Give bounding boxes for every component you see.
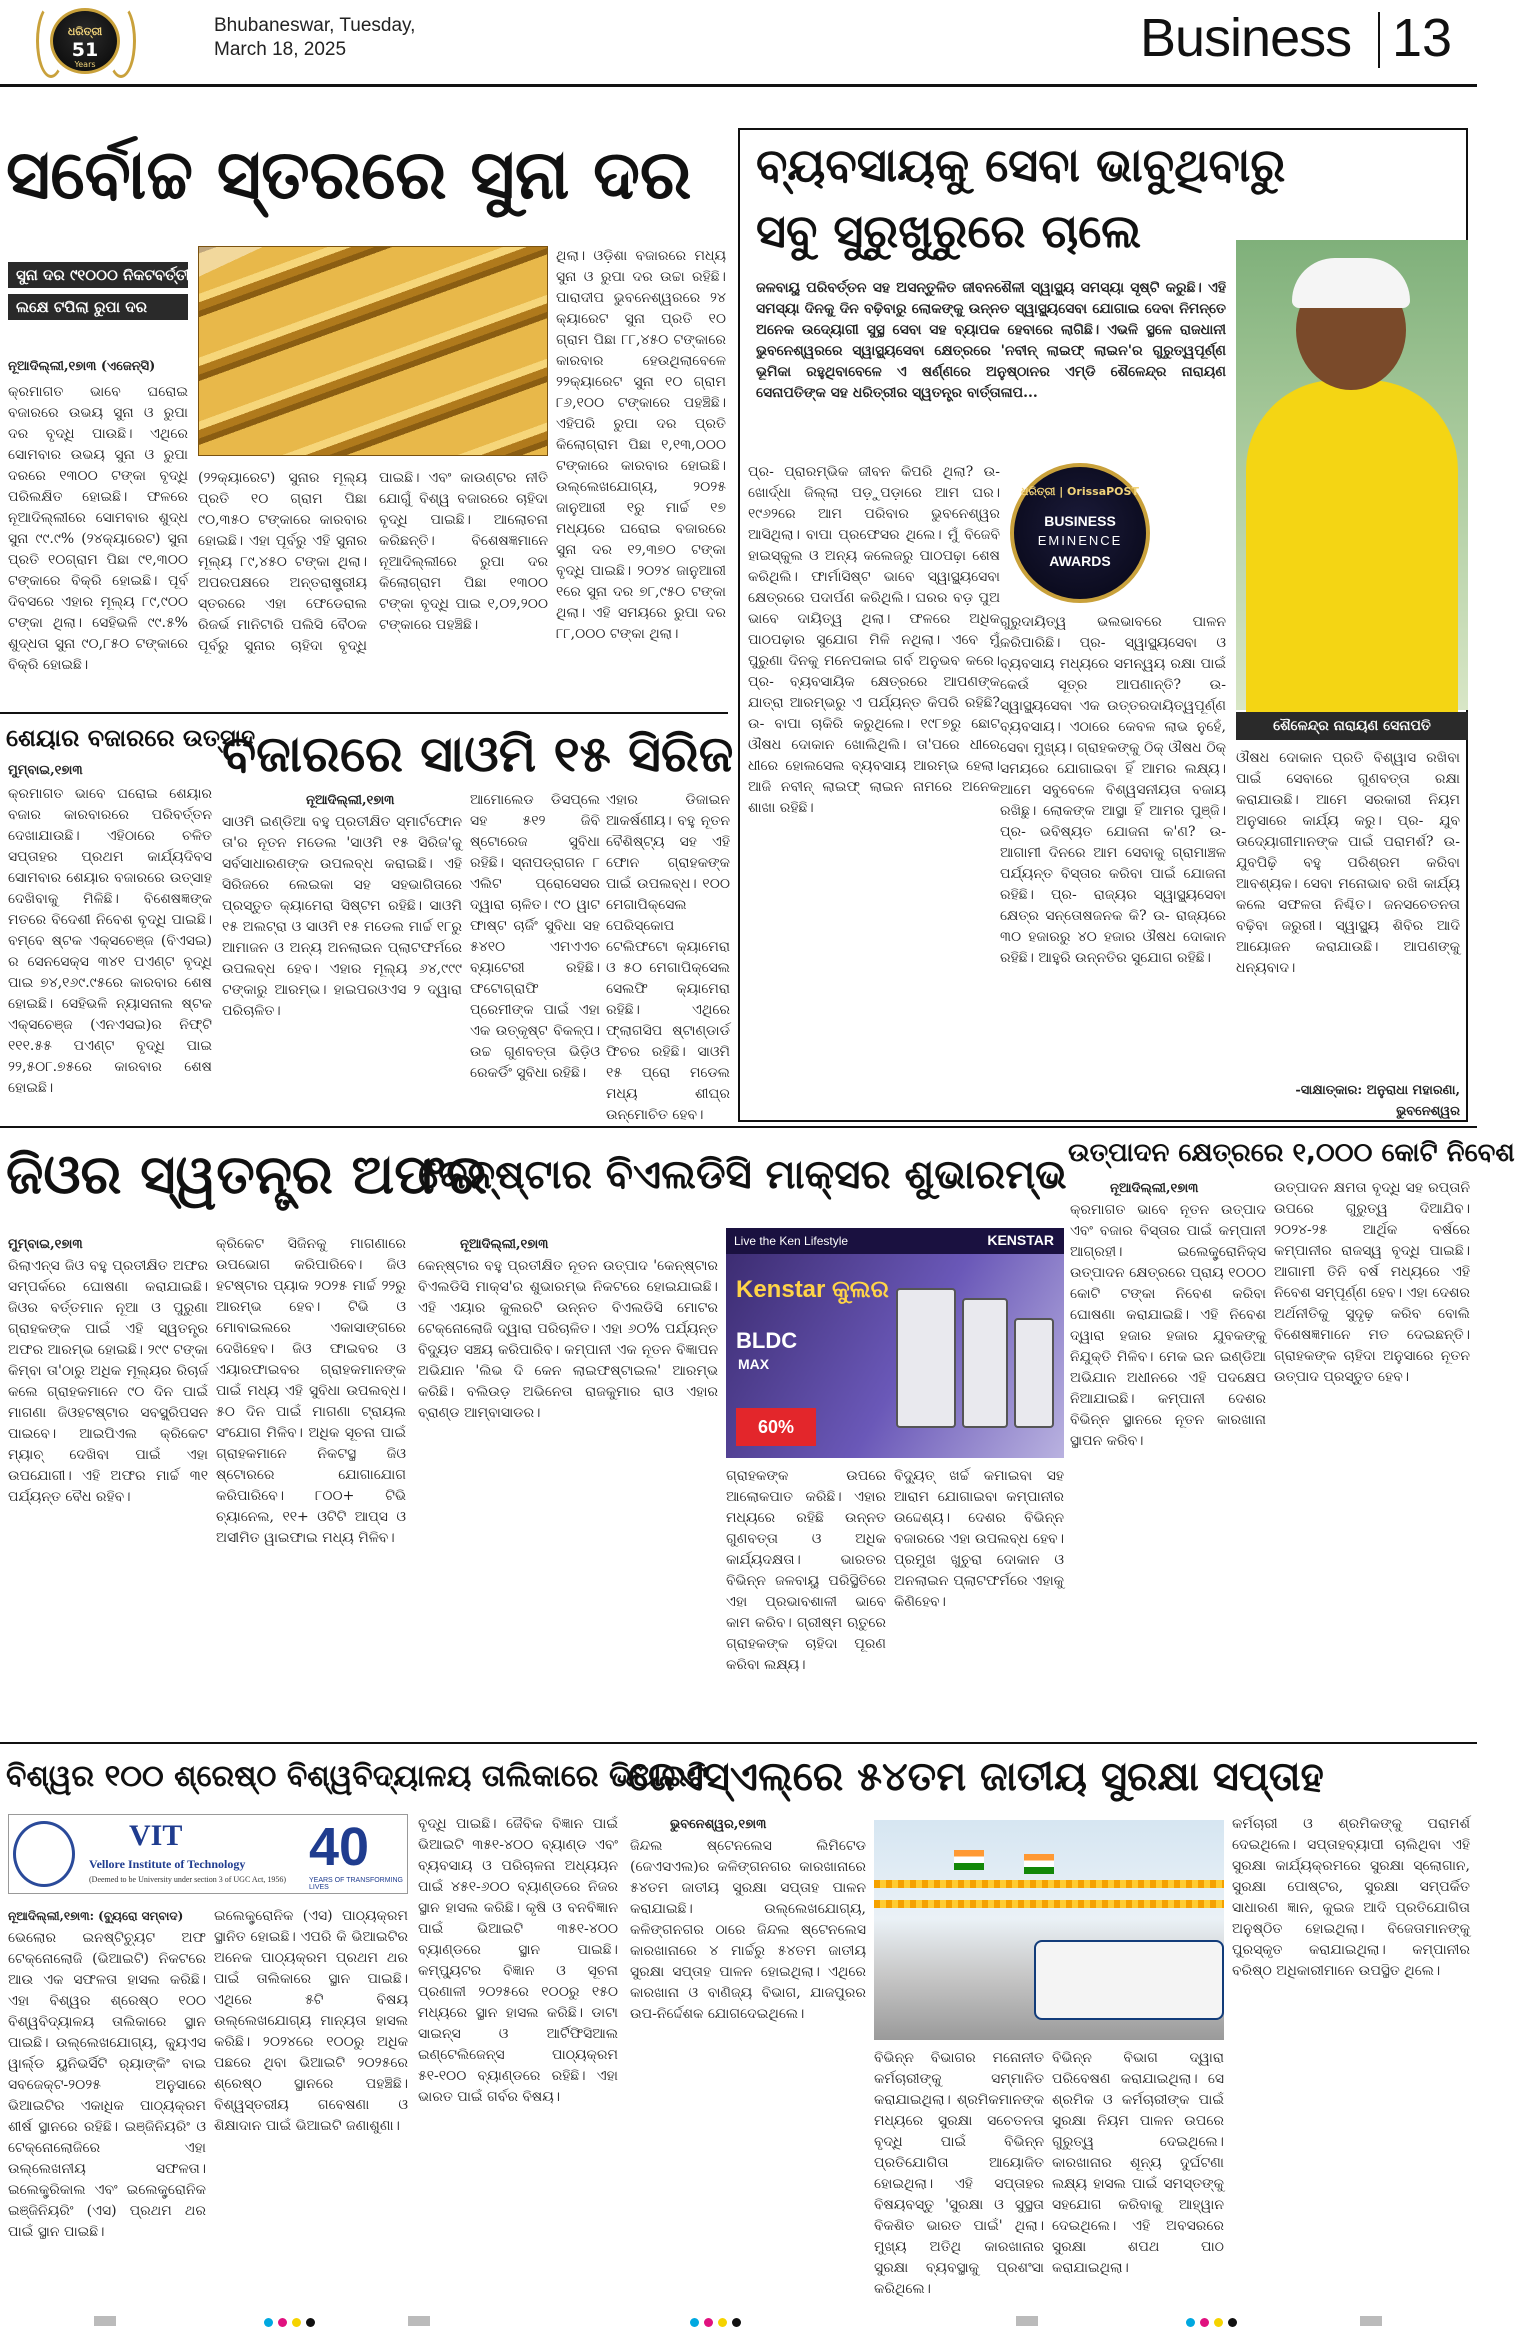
award-line1: BUSINESS xyxy=(1044,513,1116,529)
jio-headline[interactable]: ଜିଓର ସ୍ୱତନ୍ତ୍ର ଅଫର xyxy=(6,1143,488,1206)
interview-col2: ଗୁରୁଦାୟିତ୍ୱ ଭଲଭାବରେ ପାଳନ କରିପାରିଛି। ପ୍ର- ସ୍ୱାସ୍ଥ୍ୟସେବା ଓ ବ୍ୟବସାୟ ମଧ୍ୟରେ ସମନ୍ୱୟ ରକ୍ଷା ପାଇଁ କେଉଁ ସୂତ୍ର ଆପଣାନ୍ତି? ଉ- ସ୍ୱାସ୍ଥ୍ୟସେବା ଏକ ଉତ୍ତରଦାୟିତ୍ୱପୂର୍ଣ୍ଣ ବ୍ୟବସାୟ। ଏଠାରେ କେବଳ ଲାଭ ନୁହେଁ, ସେବା ମୁଖ୍ୟ। ଗ୍ରାହକଙ୍କୁ ଠିକ୍ ଔଷଧ ଠିକ୍ ସମୟରେ ଯୋଗାଇବା ହିଁ ଆମର ଲକ୍ଷ୍ୟ। ଆମେ ସବୁବେଳେ ବିଶ୍ୱସନୀୟତା ବଜାୟ ରଖିଛୁ। ଲୋକଙ୍କ ଆସ୍ଥା ହିଁ ଆମର ପୁଞ୍ଜି। ପ୍ର- ଭବିଷ୍ୟତ ଯୋଜନା କ'ଣ? ଉ- ଆଗାମୀ ଦିନରେ ଆମ ସେବାକୁ ଗ୍ରାମାଞ୍ଚଳ ପର୍ଯ୍ୟନ୍ତ ବିସ୍ତାର କରିବା ପାଇଁ ଯୋଜନା ରହିଛି। ପ୍ର- ରାଜ୍ୟର ସ୍ୱାସ୍ଥ୍ୟସେବା କ୍ଷେତ୍ର ସନ୍ତୋଷଜନକ କି? ଉ- ରାଜ୍ୟରେ ୩୦ ହଜାରରୁ ୪୦ ହଜାର ଔଷଧ ଦୋକାନ ରହିଛି। ଆହୁରି ଉନ୍ନତିର ସୁଯୋଗ ରହିଛି। xyxy=(1000,614,1226,966)
interview-headline-line1[interactable]: ବ୍ୟବସାୟକୁ ସେବା ଭାବୁଥିବାରୁ xyxy=(756,138,1286,192)
color-dot-black-3 xyxy=(1228,2318,1237,2327)
section-separator xyxy=(1378,12,1380,68)
interview-headline-line2[interactable]: ସବୁ ସୁରୁଖୁରୁରେ ଚାଲେ xyxy=(756,204,1142,258)
marigold-garland xyxy=(874,1880,1224,1888)
vit-40-years: 40 xyxy=(309,1817,370,1877)
person-body-shape xyxy=(1246,380,1458,720)
award-line3: AWARDS xyxy=(1049,553,1111,569)
interviewee-caption: ଶୈଳେନ୍ଦ୍ର ନାରାୟଣ ସେନାପତି xyxy=(1236,712,1468,740)
vit-col2: ଇଲେକ୍ଟ୍ରୋନିକ (ଏସ) ପାଠ୍ୟକ୍ରମ ସ୍ଥାନିତ ହୋଇଛି। ଏପରି କି ଭିଆଇଟିର ଅନେକ ପାଠ୍ୟକ୍ରମ ପ୍ରଥମ ଥର ପାଇଁ ତାଲିକାରେ ସ୍ଥାନ ପାଇଛି। ଏଥିରେ ୫ଟି ବିଷୟ ଉଲ୍ଲେଖଯୋଗ୍ୟ ମାନ୍ୟତା ହାସଲ କରିଛି। ୨୦୨୪ରେ ୧୦୦ରୁ ଅଧିକ ପଛରେ ଥିବା ଭିଆଇଟି ୨୦୨୫ରେ ଶ୍ରେଷ୍ଠ ସ୍ଥାନରେ ପହଞ୍ଚିଛି। ବିଶ୍ୱସ୍ତରୀୟ ଗବେଷଣା ଓ ଶିକ୍ଷାଦାନ ପାଇଁ ଭିଆଇଟି ଜଣାଶୁଣା। xyxy=(214,1908,408,2134)
edition-dateline xyxy=(214,14,415,62)
logo-number: 51 xyxy=(71,39,99,61)
section-title: Business xyxy=(1140,8,1352,68)
interview-col3: ଔଷଧ ଦୋକାନ ପ୍ରତି ବିଶ୍ୱାସ ରଖିବା ପାଇଁ ସେବାରେ ଗୁଣବତ୍ତା ରକ୍ଷା କରାଯାଉଛି। ଆମେ ସରକାରୀ ନିୟମ ଅନୁସାରେ କାର୍ଯ୍ୟ କରୁ। ପ୍ର- ଯୁବ ଉଦ୍ୟୋଗୀମାନଙ୍କ ପାଇଁ ପରାମର୍ଶ? ଉ- ଯୁବପିଢ଼ି ବହୁ ପରିଶ୍ରମ କରିବା ଆବଶ୍ୟକ। ସେବା ମନୋଭାବ ରଖି କାର୍ଯ୍ୟ କଲେ ସଫଳତା ନିଶ୍ଚିତ। ଜନସଚେତନତା ବଢ଼ିବା ଜରୁରୀ। ସ୍ୱାସ୍ଥ୍ୟ ଶିବିର ଆଦି ଆୟୋଜନ କରାଯାଉଛି। ଆପଣଙ୍କୁ ଧନ୍ୟବାଦ। xyxy=(1236,750,1460,976)
ad-tagline: Live the Ken Lifestyle xyxy=(726,1228,1064,1254)
jsl-col3: ବିଭିନ୍ନ ବିଭାଗ ଦ୍ୱାରା ପରିବେଷଣ କରାଯାଇଥିଲା। ସେ ଶ୍ରମିକ ଓ କର୍ମଚାରୀଙ୍କ ପାଇଁ ସୁରକ୍ଷା ନିୟମ ପାଳନ ଉପରେ ଗୁରୁତ୍ୱ ଦେଇଥିଲେ। କାରଖାନାର ଶୂନ୍ୟ ଦୁର୍ଘଟଣା ଲକ୍ଷ୍ୟ ହାସଲ ପାଇଁ ସମସ୍ତଙ୍କୁ ସହଯୋଗ କରିବାକୁ ଆହ୍ୱାନ ଦେଇଥିଲେ। ଏହି ଅବସରରେ ସୁରକ୍ଷା ଶପଥ ପାଠ କରାଯାଇଥିଲା। xyxy=(1052,2050,1224,2276)
manufacturing-col2: ଉତ୍ପାଦନ କ୍ଷମତା ବୃଦ୍ଧି ସହ ରପ୍ତାନି ଉପରେ ଗୁରୁତ୍ୱ ଦିଆଯିବ। ୨୦୨୪-୨୫ ଆର୍ଥିକ ବର୍ଷରେ କମ୍ପାନୀର ରାଜସ୍ୱ ବୃଦ୍ଧି ପାଇଛି। ଆଗାମୀ ତିନି ବର୍ଷ ମଧ୍ୟରେ ଏହି ନିବେଶ ସମ୍ପୂର୍ଣ୍ଣ ହେବ। ଏହା ଦେଶର ଅର୍ଥନୀତିକୁ ସୁଦୃଢ଼ କରିବ ବୋଲି ବିଶେଷଜ୍ଞମାନେ ମତ ଦେଇଛନ୍ତି। ଗ୍ରାହକଙ୍କ ଚାହିଦା ଅନୁସାରେ ନୂତନ ଉତ୍ପାଦ ପ୍ରସ୍ତୁତ ହେବ। xyxy=(1274,1180,1470,1385)
color-dot-cyan-2 xyxy=(690,2318,699,2327)
jsl-dateline: ଭୁବନେଶ୍ୱର,୧୭ା୩ xyxy=(670,1817,767,1832)
registration-mark-1 xyxy=(94,2316,116,2326)
share-market-headline[interactable]: ଶେୟାର ବଜାରରେ ଉତ୍ସାହ xyxy=(6,724,256,752)
anniversary-logo xyxy=(50,8,120,74)
cooler-product-2 xyxy=(962,1298,1008,1428)
page-number: 13 xyxy=(1392,8,1453,68)
kenstar-dateline: ନୂଆଦିଲ୍ଲୀ,୧୭ା୩ xyxy=(460,1237,549,1252)
jio-dateline: ମୁମ୍ବାଇ,୧୭ା୩ xyxy=(8,1237,83,1252)
interview-col1: ପ୍ର- ପ୍ରାରମ୍ଭିକ ଜୀବନ କିପରି ଥିଲା? ଉ- ଖୋର୍ଦ୍ଧା ଜିଲ୍ଲା ପଡ଼ୁପଡ଼ାରେ ଆମ ଘର। ୧୯୬୨ରେ ଆମ ପରିବାର ଭୁବନେଶ୍ୱର ଆସିଥିଲା। ବାପା ପ୍ରଫେସର ଥିଲେ। ମୁଁ ବିଜେବି ହାଇସ୍କୁଲ ଓ ଅନ୍ୟ କଲେଜରୁ ପାଠପଢ଼ା ଶେଷ କରିଥିଲି। ଫାର୍ମାସିଷ୍ଟ ଭାବେ ସ୍ୱାସ୍ଥ୍ୟସେବା କ୍ଷେତ୍ରରେ ପଦାର୍ପଣ କରିଥିଲି। ଘରର ବଡ଼ ପୁଅ ଭାବେ ଦାୟିତ୍ୱ ଥିଲା। ଫଳରେ ଅଧିକ ପାଠପଢ଼ାର ସୁଯୋଗ ମିଳି ନଥିଲା। ଏବେ ମୁଁ ପୁରୁଣା ଦିନକୁ ମନେପକାଇ ଗର୍ବ ଅନୁଭବ କରେ। ପ୍ର- ବ୍ୟବସାୟିକ କ୍ଷେତ୍ରରେ ଆପଣଙ୍କ ଯାତ୍ରା ଆରମ୍ଭରୁ ଏ ପର୍ଯ୍ୟନ୍ତ କିପରି ରହିଛି? ଉ- ବାପା ଚାକିରି କରୁଥିଲେ। ୧୯୮୭ରୁ ଛୋଟ ଔଷଧ ଦୋକାନ ଖୋଲିଥିଲି। ତା'ପରେ ଧୀରେ ଧୀରେ ହୋଲସେଲ ବ୍ୟବସାୟ ଆରମ୍ଭ ହେଲା। ଆଜି ନବୀନ୍ ଲାଇଫ୍ ଲାଇନ ନାମରେ ଅନେକ ଶାଖା ରହିଛି। xyxy=(748,464,1000,816)
color-dot-yellow-2 xyxy=(718,2318,727,2327)
manufacturing-dateline: ନୂଆଦିଲ୍ଲୀ,୧୭ା୩ xyxy=(1110,1181,1199,1196)
jsl-col1: ଜିନ୍ଦଲ ଷ୍ଟେନଲେସ ଲିମିଟେଡ (ଜେଏସଏଲ)ର କଳିଙ୍ଗନଗର କାରଖାନାରେ ୫୪ତମ ଜାତୀୟ ସୁରକ୍ଷା ସପ୍ତାହ ପାଳନ କରାଯାଇଛି। ଉଲ୍ଲେଖଯୋଗ୍ୟ, କଳିଙ୍ଗନଗର ଠାରେ ଜିନ୍ଦଲ ଷ୍ଟେନଲେସ କାରଖାନାରେ ୪ ମାର୍ଚ୍ଚରୁ ୫୪ତମ ଜାତୀୟ ସୁରକ୍ଷା ସପ୍ତାହ ପାଳନ ହୋଇଥିଲା। ଏଥିରେ କାରଖାନା ଓ ବାଣିଜ୍ୟ ବିଭାଗ, ଯାଜପୁରର ଉପ-ନିର୍ଦ୍ଦେଶକ ଯୋଗଦେଇଥିଲେ। xyxy=(630,1838,866,2022)
xiaomi-col3: ଏହାର ଡିଜାଇନ ଆକର୍ଷଣୀୟ। ବହୁ ନୂତନ ବୈଶିଷ୍ଟ୍ୟ ସହ ଏହି ଫୋନ ଗ୍ରାହକଙ୍କ ପାଇଁ ଉପଲବ୍ଧ। ୧୦୦ ମେଗାପିକ୍ସେଲ ପେରିସ୍କୋପ ଟେଲିଫଟୋ କ୍ୟାମେରା ଓ ୫୦ ମେଗାପିକ୍ସେଲ ସେଲଫି କ୍ୟାମେରା ରହିଛି। ଏଥିରେ ଫ୍ଲାଗସିପ ଷ୍ଟାଣ୍ଡାର୍ଡ ଫିଚର ରହିଛି। ସାଓମି ୧୫ ପ୍ରୋ ମଡେଲ ମଧ୍ୟ ଶୀଘ୍ର ଉନ୍ମୋଚିତ ହେବ। xyxy=(606,792,730,1123)
jsl-col2: ବିଭିନ୍ନ ବିଭାଗର ମନୋନୀତ କର୍ମଚାରୀଙ୍କୁ ସମ୍ମାନିତ କରାଯାଇଥିଲା। ଶ୍ରମିକମାନଙ୍କ ମଧ୍ୟରେ ସୁରକ୍ଷା ସଚେତନତା ବୃଦ୍ଧି ପାଇଁ ବିଭିନ୍ନ ପ୍ରତିଯୋଗିତା ଆୟୋଜିତ ହୋଇଥିଲା। ଏହି ସପ୍ତାହର ବିଷୟବସ୍ତୁ 'ସୁରକ୍ଷା ଓ ସୁସ୍ଥତା ବିକଶିତ ଭାରତ ପାଇଁ' ଥିଲା। ମୁଖ୍ୟ ଅତିଥି କାରଖାନାର ସୁରକ୍ଷା ବ୍ୟବସ୍ଥାକୁ ପ୍ରଶଂସା କରିଥିଲେ। xyxy=(874,2050,1044,2297)
vit-logo-full-name: Vellore Institute of Technology xyxy=(89,1857,246,1871)
color-dot-yellow-3 xyxy=(1214,2318,1223,2327)
gold-body-mid: (୨୨କ୍ୟାରେଟ) ସୁନାର ମୂଲ୍ୟ ପ୍ରତି ୧୦ ଗ୍ରାମ ପିଛା ୯୦,୩୫୦ ଟଙ୍କାରେ କାରବାର ହୋଇଛି। ଏହା ପୂର୍ବରୁ ଏହି ସୁନାର ମୂଲ୍ୟ ୮୯,୪୫୦ ଟଙ୍କା ଥିଲା। ଅପରପକ୍ଷରେ ଅନ୍ତରାଷ୍ଟ୍ରୀୟ ସ୍ତରରେ ଏହା ଫେଡେରାଲ ରିଜର୍ଭ ମାନିଟାରି ପଲିସି ବୈଠକ ପୂର୍ବରୁ ସୁନାର ଚାହିଦା ବୃଦ୍ଧି ପାଇଛି। ଏବଂ କାଉଣ୍ଟର ନୀତି ଯୋଗୁଁ ବିଶ୍ୱ ବଜାରରେ ଚାହିଦା ବୃଦ୍ଧି ପାଇଛି। ଆଲୋଚନା କରିଛନ୍ତି। ବିଶେଷଜ୍ଞମାନେ ନୂଆଦିଲ୍ଲୀରେ ରୁପା ଦର କିଲୋଗ୍ରାମ ପିଛା ୧୩୦୦ ଟଙ୍କା ବୃଦ୍ଧି ପାଇ ୧,୦୨,୨୦୦ ଟଙ୍କାରେ ପହଞ୍ଚିଛି। xyxy=(198,470,548,654)
share-market-body: କ୍ରମାଗତ ଭାବେ ଘରୋଇ ଶେୟାର ବଜାର କାରବାରରେ ପରିବର୍ତ୍ତନ ଦେଖାଯାଉଛି। ଏହିଠାରେ ଚଳିତ ସପ୍ତାହର ପ୍ରଥମ କାର୍ଯ୍ୟଦିବସ ସୋମବାର ଶେୟାର ବଜାରରେ ଉତ୍ସାହ ଦେଖିବାକୁ ମିଳିଛି। ବିଶେଷଜ୍ଞଙ୍କ ମତରେ ବିଦେଶୀ ନିବେଶ ବୃଦ୍ଧି ପାଇଛି। ବମ୍ବେ ଷ୍ଟକ ଏକ୍ସଚେଞ୍ଜ (ବିଏସଇ) ର ସେନସେକ୍ସ ୩୪୧ ପଏଣ୍ଟ ବୃଦ୍ଧି ପାଇ ୭୪,୧୬୯.୯୫ରେ କାରବାର ଶେଷ ହୋଇଛି। ସେହିଭଳି ନ୍ୟାସନାଲ ଷ୍ଟକ ଏକ୍ସଚେଞ୍ଜ (ଏନଏସଇ)ର ନିଫ୍ଟି ୧୧୧.୫୫ ପଏଣ୍ଟ ବୃଦ୍ଧି ପାଇ ୨୨,୫୦୮.୭୫ରେ କାରବାର ଶେଷ ହୋଇଛି। xyxy=(8,786,212,1096)
color-dot-yellow xyxy=(292,2318,301,2327)
jsl-col4: କର୍ମଚାରୀ ଓ ଶ୍ରମିକଙ୍କୁ ପରାମର୍ଶ ଦେଇଥିଲେ। ସପ୍ତାହବ୍ୟାପୀ ଚାଲିଥିବା ଏହି ସୁରକ୍ଷା କାର୍ଯ୍ୟକ୍ରମରେ ସୁରକ୍ଷା ସ୍ଲୋଗାନ, ସୁରକ୍ଷା ପୋଷ୍ଟର, ସୁରକ୍ଷା ସମ୍ପର୍କିତ ସାଧାରଣ ଜ୍ଞାନ, କୁଇଜ ଆଦି ପ୍ରତିଯୋଗିତା ଅନୁଷ୍ଠିତ ହୋଇଥିଲା। ବିଜେତାମାନଙ୍କୁ ପୁରସ୍କୃତ କରାଯାଇଥିଲା। କମ୍ପାନୀର ବରିଷ୍ଠ ଅଧିକାରୀମାନେ ଉପସ୍ଥିତ ଥିଲେ। xyxy=(1232,1816,1470,1979)
kenstar-headline[interactable]: କେନ୍‌ଷ୍ଟାର ବିଏଲଡିସି ମାକ୍ସର ଶୁଭାରମ୍ଭ xyxy=(418,1152,1067,1198)
logo-top-text: ଧରିତ୍ରୀ xyxy=(67,25,103,38)
color-dot-black xyxy=(306,2318,315,2327)
vit-logo-subtitle: (Deemed to be University under section 3 of UGC Act, 1956) xyxy=(89,1875,287,1884)
vit-logo xyxy=(8,1814,408,1894)
color-dot-black-2 xyxy=(732,2318,741,2327)
vit-logo-name: VIT xyxy=(129,1819,183,1852)
safety-week-event-photo xyxy=(874,1820,1224,2040)
jio-col2: କ୍ରିକେଟ ସିଜିନକୁ ମାଗଣାରେ ଉପଭୋଗ କରିପାରିବେ। ଜିଓ ହଟଷ୍ଟାର ପ୍ୟାକ ୨୦୨୫ ମାର୍ଚ୍ଚ ୨୨ରୁ ଆରମ୍ଭ ହେବ। ଟିଭି ଓ ମୋବାଇଲରେ ଏକାସାଙ୍ଗରେ ଦେଖିହେବ। ଜିଓ ଫାଇବର ଓ ଏୟାରଫାଇବର ଗ୍ରାହକମାନଙ୍କ ପାଇଁ ମଧ୍ୟ ଏହି ସୁବିଧା ଉପଲବ୍ଧ। ୫୦ ଦିନ ପାଇଁ ମାଗଣା ଟ୍ରାୟଲ ସଂଯୋଗ ମିଳିବ। ଅଧିକ ସୂଚନା ପାଇଁ ଗ୍ରାହକମାନେ ନିକଟସ୍ଥ ଜିଓ ଷ୍ଟୋରରେ ଯୋଗାଯୋଗ କରିପାରିବେ। ୮୦୦+ ଟିଭି ଚ୍ୟାନେଲ, ୧୧+ ଓଟିଟି ଆପ୍ସ ଓ ଅସୀମିତ ୱାଇଫାଇ ମଧ୍ୟ ମିଳିବ। xyxy=(216,1236,406,1546)
xiaomi-dateline: ନୂଆଦିଲ୍ଲୀ,୧୭ା୩ xyxy=(306,793,395,808)
person-cap-shape xyxy=(1292,258,1410,308)
ad-savings-badge: 60% xyxy=(736,1408,816,1446)
safety-bus-shape xyxy=(1034,1940,1224,2020)
edition-date: March 18, 2025 xyxy=(214,39,347,60)
section-rule-2 xyxy=(0,1126,1477,1128)
gold-bullet-1: ସୁନା ଦର ୯୧୦୦୦ ନିକଟବର୍ତ୍ତୀ xyxy=(8,262,188,288)
gold-dateline: ନୂଆଦିଲ୍ଲୀ,୧୭ା୩ (ଏଜେନ୍ସି) xyxy=(8,359,156,374)
cooler-product-3 xyxy=(1014,1318,1054,1428)
kenstar-col1: କେନ୍‌ଷ୍ଟାର ବହୁ ପ୍ରତୀକ୍ଷିତ ନୂତନ ଉତ୍ପାଦ 'କେନ୍‌ଷ୍ଟାର ବିଏଲଡିସି ମାକ୍ସ'ର ଶୁଭାରମ୍ଭ ନିକଟରେ ହୋଇଯାଇଛି। ଏହି ଏୟାର କୁଲରଟି ଉନ୍ନତ ବିଏଲଡିସି ମୋଟର ଟେକ୍ନୋଲୋଜି ଦ୍ୱାରା ପରିଚାଳିତ। ଏହା ୬୦% ପର୍ଯ୍ୟନ୍ତ ବିଦ୍ୟୁତ ସଞ୍ଚୟ କରିପାରିବ। କମ୍ପାନୀ ଏକ ନୂତନ ବିଜ୍ଞାପନ ଅଭିଯାନ 'ଲିଭ ଦି କେନ ଲାଇଫଷ୍ଟାଇଲ' ଆରମ୍ଭ କରିଛି। ବଲିଉଡ଼ ଅଭିନେତା ରାଜକୁମାର ରାଓ ଏହାର ବ୍ରାଣ୍ଡ ଆମ୍ବାସାଡର। xyxy=(418,1258,718,1421)
manufacturing-headline[interactable]: ଉତ୍ପାଦନ କ୍ଷେତ୍ରରେ ୧,୦୦୦ କୋଟି ନିବେଶ xyxy=(1068,1138,1515,1168)
edition-place-day: Bhubaneswar, Tuesday, xyxy=(214,15,416,36)
business-eminence-awards-logo xyxy=(1010,463,1150,603)
registration-mark-3 xyxy=(1016,2316,1038,2326)
jio-col1: ରିଲାଏନ୍ସ ଜିଓ ବହୁ ପ୍ରତୀକ୍ଷିତ ଅଫର ସମ୍ପର୍କରେ ଘୋଷଣା କରାଯାଇଛି। ଜିଓର ବର୍ତ୍ତମାନ ନୂଆ ଓ ପୁରୁଣା ଗ୍ରାହକଙ୍କ ପାଇଁ ଏହି ସ୍ୱତନ୍ତ୍ର ଅଫର ଆରମ୍ଭ ହୋଇଛି। ୨୯୯ ଟଙ୍କା କିମ୍ବା ତା'ଠାରୁ ଅଧିକ ମୂଲ୍ୟର ରିଚାର୍ଜ କଲେ ଗ୍ରାହକମାନେ ୯୦ ଦିନ ପାଇଁ ମାଗଣା ଜିଓହଟଷ୍ଟାର ସବସ୍କ୍ରିପସନ ପାଇବେ। ଆଇପିଏଲ କ୍ରିକେଟ ମ୍ୟାଚ୍ ଦେଖିବା ପାଇଁ ଏହା ଉପଯୋଗୀ। ଏହି ଅଫର ମାର୍ଚ୍ଚ ୩୧ ପର୍ଯ୍ୟନ୍ତ ବୈଧ ରହିବ। xyxy=(8,1258,208,1505)
interview-byline: -ସାକ୍ଷାତ୍‌କାର: ଅନୁରାଧା ମହାରଣା, ଭୁବନେଶ୍ୱର xyxy=(1295,1083,1460,1119)
indian-flag-icon-2 xyxy=(1024,1854,1054,1874)
kenstar-col3: ବିଦ୍ୟୁତ୍ ଖର୍ଚ୍ଚ କମାଇବା ସହ ଆରାମ ଯୋଗାଇବା କମ୍ପାନୀର ଉଦ୍ଦେଶ୍ୟ। ଦେଶର ବିଭିନ୍ନ ବଜାରରେ ଏହା ଉପଲବ୍ଧ ହେବ। ପ୍ରମୁଖ ଖୁଚୁରା ଦୋକାନ ଓ ଅନଲାଇନ ପ୍ଲାଟଫର୍ମରେ ଏହାକୁ କିଣିହେବ। xyxy=(894,1468,1064,1610)
kenstar-advertisement[interactable] xyxy=(726,1228,1064,1458)
gold-bullets xyxy=(8,262,188,326)
vit-dateline: ନୂଆଦିଲ୍ଲୀ,୧୭ା୩: (ବ୍ୟୁରୋ ସମ୍ବାଦ) xyxy=(8,1909,184,1923)
ad-bldc-label: BLDC xyxy=(736,1328,798,1353)
interview-intro: ଜଳବାୟୁ ପରିବର୍ତ୍ତନ ସହ ଅସନ୍ତୁଳିତ ଜୀବନଶୈଳୀ ସ୍ୱାସ୍ଥ୍ୟ ସମସ୍ୟା ସୃଷ୍ଟି କରୁଛି। ଏହି ସମସ୍ୟା ଦିନକୁ ଦିନ ବଢ଼ିବାରୁ ଲୋକଙ୍କୁ ଉନ୍ନତ ସ୍ୱାସ୍ଥ୍ୟସେବା ଯୋଗାଇ ଦେବା ନିମନ୍ତେ ଅନେକ ଉଦ୍ୟୋଗୀ ସୁସ୍ଥ ସେବା ସହ ବ୍ୟାପକ ହେବାରେ ଲାଗିଛି। ଏଭଳି ସ୍ଥଳେ ରାଜଧାନୀ ଭୁବନେଶ୍ୱରରେ ସ୍ୱାସ୍ଥ୍ୟସେବା କ୍ଷେତ୍ରରେ 'ନବୀନ୍ ଲାଇଫ୍ ଲାଇନ'ର ଗୁରୁତ୍ୱପୂର୍ଣ୍ଣ ଭୂମିକା ରହୁଥିବାବେଳେ ଏ ଷର୍ଣ୍ଣରେ ଅନୁଷ୍ଠାନର ଏମ୍‌ଡି ଶୈଳେନ୍ଦ୍ର ନାରାୟଣ ସେନାପତିଙ୍କ ସହ ଧରିତ୍ରୀର ସ୍ୱତନ୍ତ୍ର ବାର୍ତ୍ତାଳାପ... xyxy=(756,280,1226,401)
logo-years: Years xyxy=(74,60,96,69)
gold-headline[interactable]: ସର୍ବୋଚ୍ଚ ସ୍ତରରେ ସୁନା ଦର xyxy=(6,136,692,215)
interviewee-photo xyxy=(1236,240,1468,710)
color-dot-cyan xyxy=(264,2318,273,2327)
registration-mark-4 xyxy=(1360,2316,1382,2326)
vit-seal-icon xyxy=(13,1821,75,1887)
kenstar-col2: ଗ୍ରାହକଙ୍କ ଉପରେ ଆଲୋକପାତ କରିଛି। ଏହାର ମଧ୍ୟରେ ରହିଛି ଉନ୍ନତ ଗୁଣବତ୍ତା ଓ ଅଧିକ କାର୍ଯ୍ୟଦକ୍ଷତା। ଭାରତର ବିଭିନ୍ନ ଜଳବାୟୁ ପରିସ୍ଥିତିରେ ଏହା ପ୍ରଭାବଶାଳୀ ଭାବେ କାମ କରିବ। ଗ୍ରୀଷ୍ମ ଋତୁରେ ଗ୍ରାହକଙ୍କ ଚାହିଦା ପୂରଣ କରିବା ଲକ୍ଷ୍ୟ। xyxy=(726,1468,886,1673)
marigold-garland-2 xyxy=(874,1900,1224,1908)
gold-body-right: ଥିଲା। ଓଡ଼ିଶା ବଜାରରେ ମଧ୍ୟ ସୁନା ଓ ରୁପା ଦର ଉଚ୍ଚା ରହିଛି। ପାରାଦୀପ ଭୁବନେଶ୍ୱରରେ ୨୪ କ୍ୟାରେଟ ସୁନା ପ୍ରତି ୧୦ ଗ୍ରାମ ପିଛା ୮୮,୪୫୦ ଟଙ୍କାରେ କାରବାର ହେଉଥିଲାବେଳେ ୨୨କ୍ୟାରେଟ ସୁନା ୧୦ ଗ୍ରାମ ୮୬,୧୦୦ ଟଙ୍କାରେ ପହଞ୍ଚିଛି। ଏହିପରି ରୁପା ଦର ପ୍ରତି କିଲୋଗ୍ରାମ ପିଛା ୧,୧୩,୦୦୦ ଟଙ୍କାରେ କାରବାର ହୋଇଛି। ଉଲ୍ଲେଖଯୋଗ୍ୟ, ୨୦୨୫ ଜାନୁଆରୀ ୧ରୁ ମାର୍ଚ୍ଚ ୧୭ ମଧ୍ୟରେ ଘରୋଇ ବଜାରରେ ସୁନା ଦର ୧୨,୩୭୦ ଟଙ୍କା ବୃଦ୍ଧି ପାଇଛି। ୨୦୨୪ ଜାନୁଆରୀ ୧ରେ ସୁନା ଦର ୭୮,୯୫୦ ଟଙ୍କା ଥିଲା। ଏହି ସମୟରେ ରୁପା ଦର ୮୮,୦୦୦ ଟଙ୍କା ଥିଲା। xyxy=(556,248,726,642)
masthead xyxy=(0,0,1477,88)
color-dot-magenta xyxy=(278,2318,287,2327)
section-rule-1 xyxy=(0,712,728,714)
color-dot-cyan-3 xyxy=(1186,2318,1195,2327)
color-dot-magenta-2 xyxy=(704,2318,713,2327)
ad-brand-logo: KENSTAR xyxy=(987,1232,1054,1248)
vit-col3: ବୃଦ୍ଧି ପାଇଛି। ଜୈବିକ ବିଜ୍ଞାନ ପାଇଁ ଭିଆଇଟି ୩୫୧-୪୦୦ ବ୍ୟାଣ୍ଡ ଏବଂ ବ୍ୟବସାୟ ଓ ପରିଚାଳନା ଅଧ୍ୟୟନ ପାଇଁ ୪୫୧-୬୦୦ ବ୍ୟାଣ୍ଡରେ ନିଜର ସ୍ଥାନ ହାସଲ କରିଛି। କୃଷି ଓ ବନବିଜ୍ଞାନ ପାଇଁ ଭିଆଇଟି ୩୫୧-୪୦୦ ବ୍ୟାଣ୍ଡରେ ସ୍ଥାନ ପାଇଛି। କମ୍ପ୍ୟୁଟର ବିଜ୍ଞାନ ଓ ସୂଚନା ପ୍ରଣାଳୀ ୨୦୨୫ରେ ୧୦୦ରୁ ୧୫୦ ମଧ୍ୟରେ ସ୍ଥାନ ହାସଲ କରିଛି। ଡାଟା ସାଇନ୍ସ ଓ ଆର୍ଟିଫିସିଆଲ ଇଣ୍ଟେଲିଜେନ୍ସ ପାଠ୍ୟକ୍ରମ ୫୧-୧୦୦ ବ୍ୟାଣ୍ଡରେ ରହିଛି। ଏହା ଭାରତ ପାଇଁ ଗର୍ବର ବିଷୟ। xyxy=(418,1816,618,2105)
xiaomi-col1: ସାଓମି ଇଣ୍ଡିଆ ବହୁ ପ୍ରତୀକ୍ଷିତ ସ୍ମାର୍ଟଫୋନ ତା'ର ନୂତନ ମଡେଲ 'ସାଓମି ୧୫ ସିରିଜ'କୁ ସର୍ବସାଧାରଣଙ୍କ ଉପଲବ୍ଧ କରାଇଛି। ଏହି ସିରିଜରେ ଲେଇକା ସହ ସହଭାଗିତାରେ ପ୍ରସ୍ତୁତ କ୍ୟାମେରା ସିଷ୍ଟମ ରହିଛି। ସାଓମି ୧୫ ଅଲଟ୍ରା ଓ ସାଓମି ୧୫ ମଡେଲ ମାର୍ଚ୍ଚ ୧୮ରୁ ଆମାଜନ ଓ ଅନ୍ୟ ଅନଲାଇନ ପ୍ଲାଟଫର୍ମରେ ଉପଲବ୍ଧ ହେବ। ଏହାର ମୂଲ୍ୟ ୬୪,୯୯୯ ଟଙ୍କାରୁ ଆରମ୍ଭ। ହାଇପରଓଏସ ୨ ଦ୍ୱାରା ପରିଚାଳିତ। xyxy=(222,814,462,1019)
xiaomi-headline[interactable]: ବଜାରରେ ସାଓମି ୧୫ ସିରିଜ xyxy=(222,725,734,783)
gold-bars-photo xyxy=(198,246,548,456)
registration-mark-2 xyxy=(408,2316,430,2326)
vit-headline[interactable]: ବିଶ୍ୱର ୧୦୦ ଶ୍ରେଷ୍ଠ ବିଶ୍ୱବିଦ୍ୟାଳୟ ତାଲିକାରେ ଭିଆଇଟି xyxy=(6,1759,708,1794)
award-brand: ଧରିତ୍ରୀ | OrissaPOST xyxy=(1021,485,1139,498)
gold-body-left: କ୍ରମାଗତ ଭାବେ ଘରୋଇ ବଜାରରେ ଉଭୟ ସୁନା ଓ ରୁପା ଦର ବୃଦ୍ଧି ପାଉଛି। ଏଥିରେ ସୋମବାର ଉଭୟ ସୁନା ଓ ରୁପା ଦରରେ ୧୩୦୦ ଟଙ୍କା ବୃଦ୍ଧି ପରିଲକ୍ଷିତ ହୋଇଛି। ଫଳରେ ନୂଆଦିଲ୍ଲୀରେ ସୋମବାର ଶୁଦ୍ଧ ସୁନା ୯୯.୯% (୨୪କ୍ୟାରେଟ) ସୁନା ପ୍ରତି ୧୦ଗ୍ରାମ ପିଛା ୯୧,୩୦୦ ଟଙ୍କାରେ ବିକ୍ରି ହୋଇଛି। ପୂର୍ବ ଦିବସରେ ଏହାର ମୂଲ୍ୟ ୮୯,୯୦୦ ଟଙ୍କା ଥିଲା। ସେହିଭଳି ୯୯.୫% ଶୁଦ୍ଧତା ସୁନା ୯୦,୮୫୦ ଟଙ୍କାରେ ବିକ୍ରି ହୋଇଛି। xyxy=(8,384,188,673)
vit-tagline: YEARS OF TRANSFORMING LIVES xyxy=(309,1877,403,1891)
share-market-dateline: ମୁମ୍ବାଇ,୧୭ା୩ xyxy=(8,763,83,778)
masthead-rule xyxy=(0,84,1477,87)
jsl-headline[interactable]: ଜେଏସ୍‌ଏଲ୍‌ରେ ୫୪ତମ ଜାତୀୟ ସୁରକ୍ଷା ସପ୍ତାହ xyxy=(628,1754,1324,1800)
manufacturing-col1: କ୍ରମାଗତ ଭାବେ ନୂତନ ଉତ୍ପାଦ ଏବଂ ବଜାର ବିସ୍ତାର ପାଇଁ କମ୍ପାନୀ ଆଗ୍ରହୀ। ଇଲେକ୍ଟ୍ରୋନିକ୍ସ ଉତ୍ପାଦନ କ୍ଷେତ୍ରରେ ପ୍ରାୟ ୧୦୦୦ କୋଟି ଟଙ୍କା ନିବେଶ କରିବା ଘୋଷଣା କରାଯାଇଛି। ଏହି ନିବେଶ ଦ୍ୱାରା ହଜାର ହଜାର ଯୁବକଙ୍କୁ ନିଯୁକ୍ତି ମିଳିବ। ମେକ ଇନ ଇଣ୍ଡିଆ ଅଭିଯାନ ଅଧୀନରେ ଏହି ପଦକ୍ଷେପ ନିଆଯାଇଛି। କମ୍ପାନୀ ଦେଶର ବିଭିନ୍ନ ସ୍ଥାନରେ ନୂତନ କାରଖାନା ସ୍ଥାପନ କରିବ। xyxy=(1070,1202,1266,1449)
award-line2: EMINENCE xyxy=(1037,533,1123,548)
xiaomi-col2: ଆମୋଲେଡ ଡିସପ୍ଲେ ସହ ୫୧୨ ଜିବି ଷ୍ଟୋରେଜ ସୁବିଧା ରହିଛି। ସ୍ନାପଡ୍ରାଗନ ୮ ଏଲିଟ ପ୍ରୋସେସର ଦ୍ୱାରା ଚାଳିତ। ୯୦ ୱାଟ ଫାଷ୍ଟ ଚାର୍ଜିଂ ସୁବିଧା ସହ ୫୪୧୦ ଏମଏଏଚ ବ୍ୟାଟେରୀ ରହିଛି। ଫଟୋଗ୍ରାଫି ପ୍ରେମୀଙ୍କ ପାଇଁ ଏହା ଏକ ଉତ୍କୃଷ୍ଟ ବିକଳ୍ପ। ଉଚ୍ଚ ଗୁଣବତ୍ତା ଭିଡ଼ିଓ ରେକର୍ଡିଂ ସୁବିଧା ରହିଛି। xyxy=(470,792,600,1081)
cooler-product-1 xyxy=(896,1288,956,1428)
ad-product-name: Kenstar କୁଲର xyxy=(736,1276,889,1303)
color-dot-magenta-3 xyxy=(1200,2318,1209,2327)
ad-max-label: MAX xyxy=(738,1356,770,1372)
indian-flag-icon xyxy=(954,1850,984,1870)
vit-col1: ଭେଲୋର ଇନଷ୍ଟିଚ୍ୟୁଟ ଅଫ ଟେକ୍ନୋଲୋଜି (ଭିଆଇଟି) ନିକଟରେ ଆଉ ଏକ ସଫଳତା ହାସଲ କରିଛି। ଏହା ବିଶ୍ୱର ଶ୍ରେଷ୍ଠ ୧୦୦ ବିଶ୍ୱବିଦ୍ୟାଳୟ ତାଲିକାରେ ସ୍ଥାନ ପାଇଛି। ଉଲ୍ଲେଖଯୋଗ୍ୟ, କ୍ୟୁଏସ ୱାର୍ଲ୍ଡ ୟୁନିଭର୍ସିଟି ର‍୍ୟାଙ୍କିଂ ବାଇ ସବଜେକ୍ଟ-୨୦୨୫ ଅନୁସାରେ ଭିଆଇଟିର ଏକାଧିକ ପାଠ୍ୟକ୍ରମ ଶୀର୍ଷ ସ୍ଥାନରେ ରହିଛି। ଇଞ୍ଜିନିୟରିଂ ଓ ଟେକ୍ନୋଲୋଜିରେ ଏହା ଉଲ୍ଲେଖନୀୟ ସଫଳତା। ଇଲେକ୍ଟ୍ରିକାଲ ଏବଂ ଇଲେକ୍ଟ୍ରୋନିକ ଇଞ୍ଜିନିୟରିଂ (ଏସ) ପ୍ରଥମ ଥର ପାଇଁ ସ୍ଥାନ ପାଇଛି। xyxy=(8,1930,206,2240)
gold-bullet-2: ଲକ୍ଷେ ଟପିଲା ରୁପା ଦର xyxy=(8,294,188,320)
